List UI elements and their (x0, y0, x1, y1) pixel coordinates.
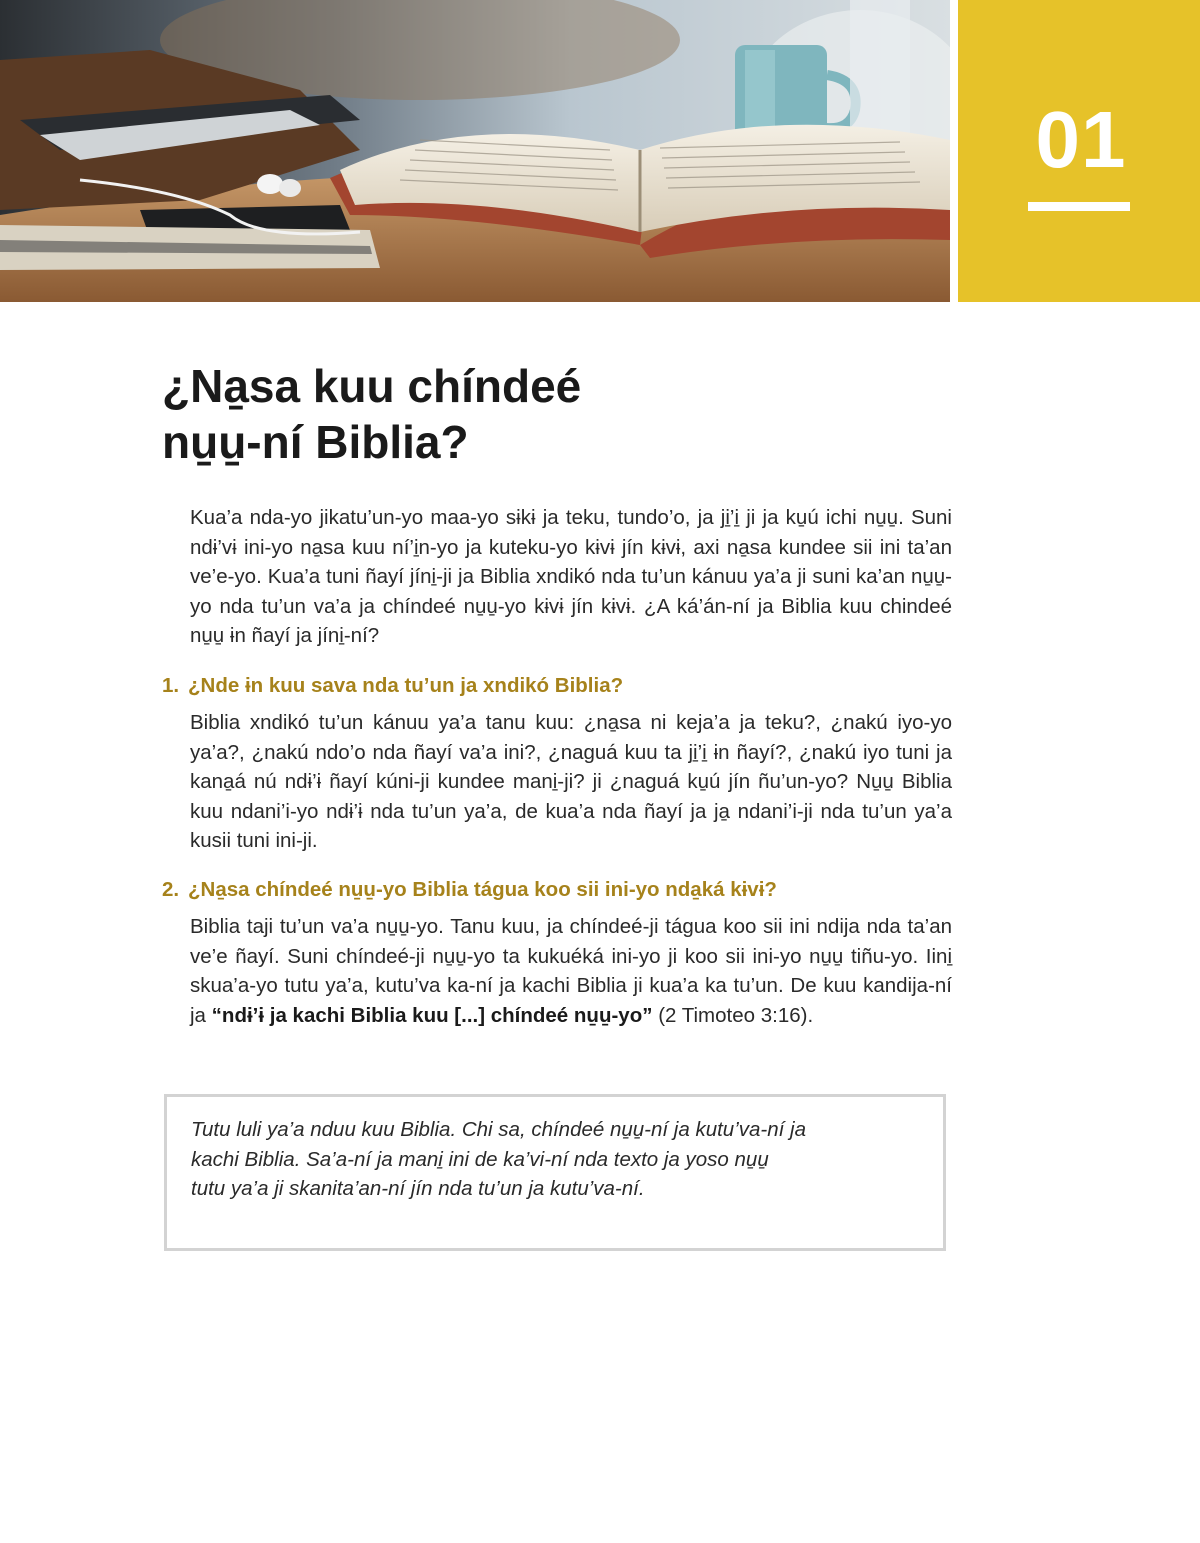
question-1-text: ¿Nde ɨn kuu sava nda tu’un ja xndikó Biblia? (188, 674, 624, 697)
question-1-heading (162, 672, 952, 700)
open-bible-photo (0, 0, 950, 302)
lesson-number-underline (1028, 202, 1130, 211)
answer-1-paragraph: Biblia xndikó tu’un kánuu ya’a tanu kuu: ¿na̱sa ni keja’a ja teku?, ¿nakú iyo-yo ya’a?, ¿nakú ndo’o nda ñayí va’a ini?, ¿naguá kuu ta ji̱’i̱ ɨn ñayí?, ¿nakú iyo tuni ja kana̱á nú ndɨ’ɨ ñayí kúni-ji kundee mani̱-ji? ji ¿naguá ku̱ú jín ñu’un-yo? Nu̱u̱ Biblia kuu ndani’i-yo ndɨ’ɨ nda tu’un ya’a, de kua’a nda ñayí ja ja̱ ndani’i-ji nda tu’un ya’a kusii tuni ini-ji. (190, 711, 952, 852)
note-line-2: kachi Biblia. Sa’a-ní ja mani̱ ini de ka’vi-ní nda texto ja yoso nu̱u̱ (191, 1147, 769, 1171)
page-title-line-2: nu̱u̱-ní Biblia? (162, 416, 469, 468)
question-2-text: ¿Na̱sa chíndeé nu̱u̱-yo Biblia tágua koo sii ini-yo nda̱ká kɨvɨ? (188, 878, 777, 901)
note-box (164, 1094, 946, 1251)
lesson-number-box (958, 0, 1200, 302)
question-2-heading (162, 876, 952, 904)
note-line-3: tutu ya’a ji skanita’an-ní jín nda tu’un ja kutu’va-ní. (191, 1177, 645, 1200)
answer-2-text: Biblia taji tu’un va’a nu̱u̱-yo. Tanu kuu, ja chíndeé-ji tágua koo sii ini ndija nda ta’an ve’e ñayí. Suni chíndeé-ji nu̱u̱-yo ta kukuéká ini-yo ji koo sii ini-yo nu̱u̱ tiñu-yo. Iini̱ skua’a-yo tutu ya’a, kutu’va ka-ní ja kachi Biblia ji kua’a ka tu’un. De kuu kandija-ní ja (190, 915, 952, 1027)
scripture-quote: “ndɨ’ɨ ja kachi Biblia kuu [...] chíndeé nu̱u̱-yo” (211, 1003, 653, 1027)
page-title-line-1: ¿Na̱sa kuu chíndeé (162, 360, 582, 412)
question-2-number: 2. (162, 878, 180, 901)
answer-2-paragraph (190, 912, 952, 1030)
page-title (162, 358, 882, 470)
lesson-number: 01 (1035, 95, 1127, 184)
question-1-number: 1. (162, 674, 180, 697)
note-line-1: Tutu luli ya’a nduu kuu Biblia. Chi sa, chíndeé nu̱u̱-ní ja kutu’va-ní ja (191, 1118, 806, 1141)
hero-photo (0, 0, 950, 302)
scripture-reference: (2 Timoteo 3:16). (658, 1003, 814, 1027)
note-text (191, 1115, 911, 1204)
intro-paragraph: Kua’a nda-yo jikatu’un-yo maa-yo sɨkɨ ja teku, tundo’o, ja ji̱’i̱ ji ja ku̱ú ichi nu̱u̱. Suni ndɨ’vɨ ini-yo na̱sa kuu ní’i̱n-yo ja kuteku-yo kɨvɨ jín kɨvɨ, axi na̱sa kundee sii ini ta’an ve’e-yo. Kua’a tuni ñayí jíni̱-ji ja Biblia xndikó nda tu’un kánuu ya’a ji suni ka’an nu̱u̱-yo nda tu’un va’a ja chíndeé nu̱u̱-yo kɨvɨ jín kɨvɨ. ¿A ká’án-ní ja Biblia kuu chindeé nu̱u̱ ɨn ñayí ja jíni̱-ní? (190, 506, 952, 647)
